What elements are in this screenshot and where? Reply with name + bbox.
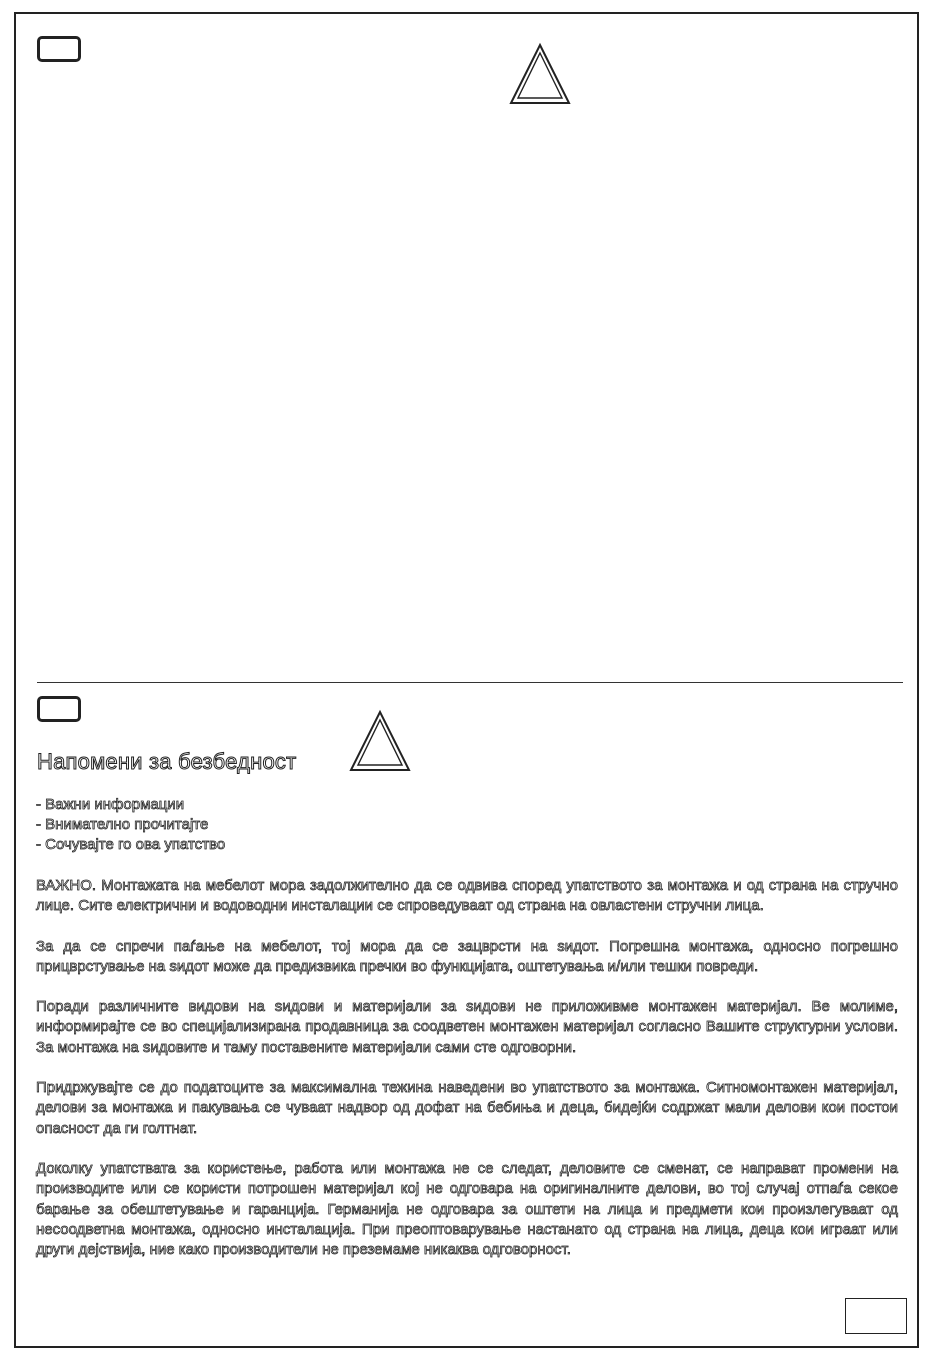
paragraph-liability: Доколку упатствата за користење, работа или монтажа не се следат, деловите се сменат, се направат промени на производите или се користи потрошен материјал кој не одговара на оригиналните делови, во тој случај отпаѓа секое барање за обештетување и гаранција. Германија не одговара за оштети на лица и предмети кои произлегуваат од несоодветна монтажа, односно инсталација. При преоптоварување настанато од страна на лица, деца кои играат или други дејствија, ние како производители не преземаме никаква одговорност. <box>36 1159 898 1259</box>
bullet-item: - Внимателно прочитајте <box>36 816 209 833</box>
paragraph-max-weight: Придржувајте се до податоците за максимална тежина наведени во упатството за монтажа. Ситномонтажен материјал, делови за монтажа и пакувања се чуваат надвор од дофат на бебиња и деца, бидејќи содржат мали делови кои постои опасност да ги голтнат. <box>36 1079 898 1137</box>
section-divider <box>37 682 903 683</box>
paragraph-mounting-material: Поради различните видови на ѕидови и материјали за ѕидови не приложивме монтажен материјал. Ве молиме, информирајте се во специјализирана продавница за соодветен монтажен материјал согласно Вашите структурни услови. За монтажа на ѕидовите и таму поставените материјали сами сте одговорни. <box>36 998 898 1056</box>
safety-paragraphs <box>36 876 898 1280</box>
language-code-box-top <box>37 36 81 62</box>
bullet-item: - Сочувајте го ова упатство <box>36 836 226 853</box>
warning-triangle-icon <box>347 709 413 773</box>
safety-title: Напомени за безбедност <box>37 749 297 774</box>
safety-bullet-list <box>36 795 225 855</box>
paragraph-wall-fixing: За да се спречи паѓање на мебелот, тој мора да се зацврсти на ѕидот. Погрешна монтажа, односно погрешно прицврстување на ѕидот може да предизвика пречки во функцијата, оштетувања и/или тешки повреди. <box>36 937 898 975</box>
bullet-item: - Важни информации <box>36 796 185 813</box>
page-number-box <box>845 1298 907 1334</box>
paragraph-important: ВАЖНО. Монтажата на мебелот мора задолжително да се одвива според упатството за монтажа и од страна на стручно лице. Сите електрични и водоводни инсталации се спроведуваат од страна на овластени стручни лица. <box>36 877 898 915</box>
warning-triangle-icon <box>507 42 573 106</box>
language-code-box-safety <box>37 696 81 722</box>
